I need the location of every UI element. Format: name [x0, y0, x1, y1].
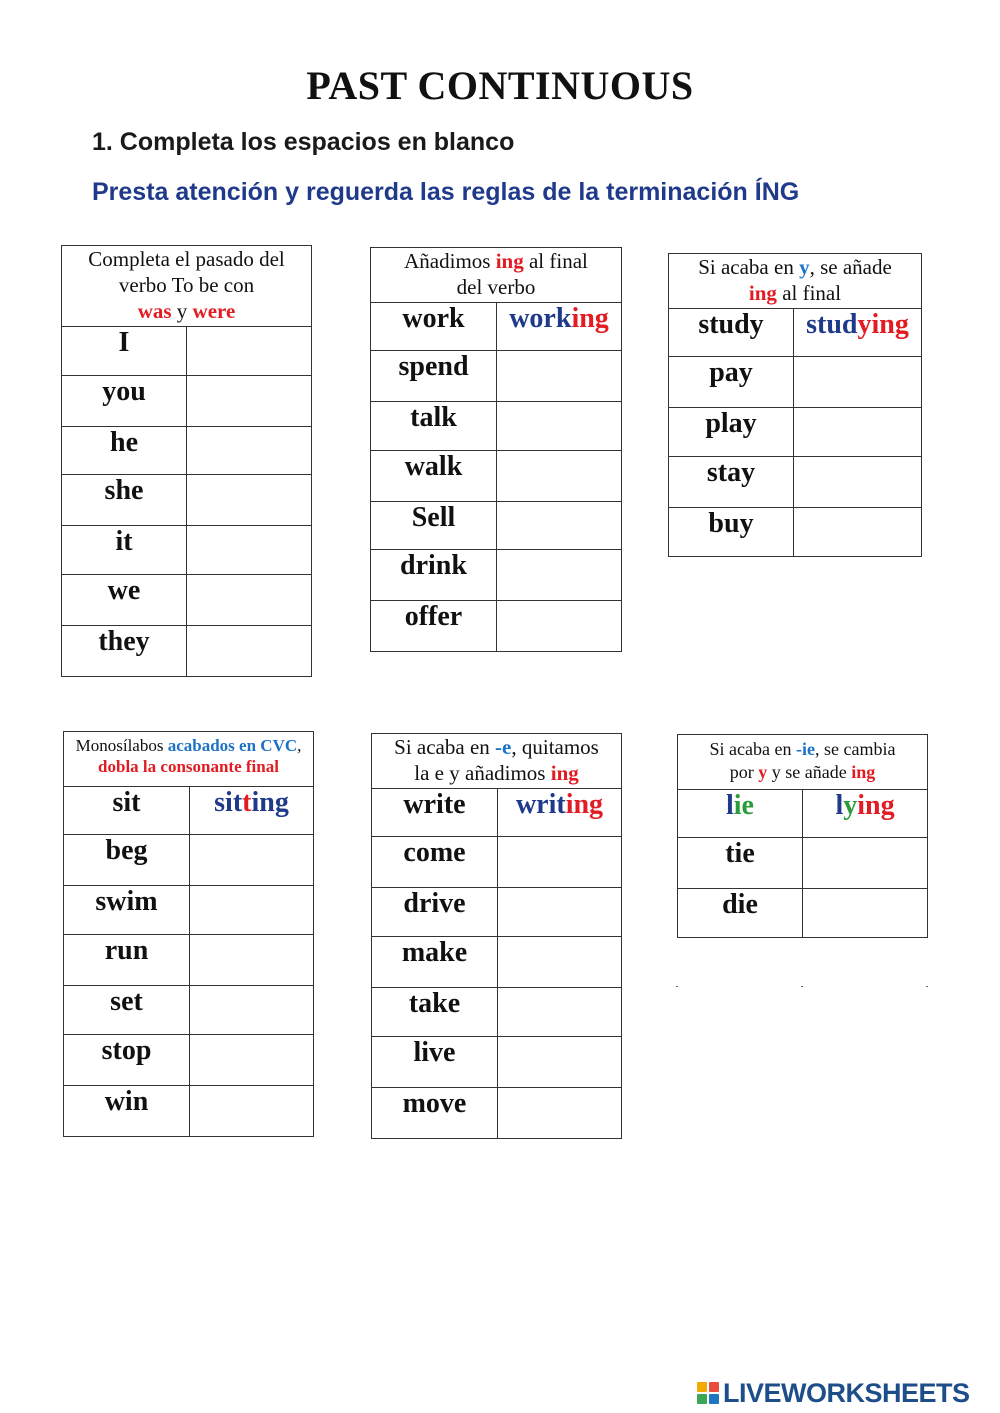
table-e — [371, 733, 622, 1139]
header-ing: ing — [851, 762, 876, 782]
answer-blank[interactable] — [498, 888, 622, 937]
table-y — [668, 253, 922, 557]
verb-cell: win — [64, 1086, 190, 1137]
verb-cell: we — [62, 575, 187, 626]
verb-cell: beg — [64, 835, 190, 886]
example-y: y — [843, 790, 858, 821]
verb-cell: walk — [371, 451, 497, 502]
verb-cell: die — [678, 889, 803, 938]
answer-blank[interactable] — [187, 475, 312, 526]
example-stem: work — [509, 303, 572, 334]
answer-blank[interactable] — [803, 889, 928, 938]
example-verb: sit — [64, 787, 190, 835]
header-text: del verbo — [456, 275, 536, 299]
example-stem: sit — [214, 787, 243, 818]
verb-cell: buy — [669, 508, 794, 557]
logo-square — [697, 1382, 707, 1392]
table-ie-header — [678, 735, 928, 790]
verb-cell: Sell — [371, 502, 497, 550]
verb-cell: offer — [371, 601, 497, 652]
example-ending: ing — [251, 787, 289, 818]
header-text: Si acaba en — [709, 739, 792, 759]
header-text: Monosílabos — [75, 736, 164, 755]
header-text: Añadimos — [404, 249, 491, 273]
header-cvc: acabados en CVC — [167, 736, 298, 755]
header-text: Si acaba en — [698, 255, 794, 279]
table-cvc — [63, 731, 314, 1137]
header-text: al final — [528, 249, 588, 273]
verb-cell: you — [62, 376, 187, 427]
header-text: al final — [782, 281, 842, 305]
answer-blank[interactable] — [190, 886, 314, 935]
answer-blank[interactable] — [187, 626, 312, 677]
table-to-be — [61, 245, 312, 677]
answer-blank[interactable] — [498, 1037, 622, 1088]
verb-cell: make — [372, 937, 498, 988]
page-title: PAST CONTINUOUS — [306, 63, 694, 108]
table-ie — [677, 734, 928, 938]
table-to-be-header — [62, 246, 312, 327]
logo-square — [709, 1394, 719, 1404]
answer-blank[interactable] — [497, 601, 622, 652]
answer-blank[interactable] — [187, 376, 312, 427]
example-ending: ing — [565, 789, 604, 820]
table-ing — [370, 247, 622, 652]
answer-blank[interactable] — [498, 1088, 622, 1139]
answer-blank[interactable] — [497, 502, 622, 550]
verb-cell: set — [64, 986, 190, 1035]
answer-blank[interactable] — [190, 986, 314, 1035]
verb-cell: tie — [678, 838, 803, 889]
table-y-header — [669, 254, 922, 309]
example-stem: l — [726, 790, 734, 821]
header-y: y — [758, 762, 768, 782]
verb-cell: I — [62, 327, 187, 376]
verb-cell: run — [64, 935, 190, 986]
header-text: y — [176, 299, 188, 323]
verb-cell: drive — [372, 888, 498, 937]
dotted-trace — [676, 986, 928, 988]
example-ie: ie — [733, 790, 754, 821]
header-text: , se añade — [809, 255, 892, 279]
logo-text: LIVEWORKSHEETS — [723, 1377, 970, 1408]
verb-cell: pay — [669, 357, 794, 408]
header-was: was — [137, 299, 172, 323]
verb-cell: live — [372, 1037, 498, 1088]
liveworksheets-logo — [697, 1378, 970, 1408]
example-verb: write — [372, 789, 498, 837]
example-verb: study — [669, 309, 794, 357]
table-ing-header — [371, 248, 622, 303]
verb-cell: he — [62, 427, 187, 475]
answer-blank[interactable] — [190, 1035, 314, 1086]
answer-blank[interactable] — [794, 408, 922, 457]
verb-cell: they — [62, 626, 187, 677]
answer-blank[interactable] — [794, 508, 922, 557]
example-double: t — [242, 787, 252, 818]
table-cvc-header — [64, 732, 314, 787]
example-ending: ying — [857, 309, 909, 340]
header-text: Si acaba en — [394, 735, 490, 759]
answer-blank[interactable] — [190, 1086, 314, 1137]
answer-blank[interactable] — [794, 457, 922, 508]
answer-blank[interactable] — [187, 526, 312, 575]
answer-blank[interactable] — [498, 837, 622, 888]
verb-cell: stay — [669, 457, 794, 508]
header-text: verbo To be con — [118, 273, 255, 297]
logo-icon — [697, 1382, 719, 1404]
example-verb: work — [371, 303, 497, 351]
verb-cell: spend — [371, 351, 497, 402]
header-text: , — [297, 736, 302, 755]
example-verb — [678, 790, 803, 838]
answer-blank[interactable] — [497, 451, 622, 502]
instruction-1: 1. Completa los espacios en blanco — [92, 128, 515, 156]
header-e: -e — [495, 735, 512, 759]
answer-blank[interactable] — [497, 351, 622, 402]
verb-cell: take — [372, 988, 498, 1037]
answer-blank[interactable] — [187, 575, 312, 626]
example-stem: writ — [515, 789, 566, 820]
header-ing: ing — [748, 281, 777, 305]
verb-cell: stop — [64, 1035, 190, 1086]
answer-blank[interactable] — [803, 838, 928, 889]
example-ending: ing — [857, 790, 895, 821]
verb-cell: drink — [371, 550, 497, 601]
verb-cell: play — [669, 408, 794, 457]
header-text: por — [729, 762, 754, 782]
example-answer — [498, 789, 622, 837]
answer-blank[interactable] — [794, 357, 922, 408]
example-stem: stud — [806, 309, 858, 340]
example-answer — [803, 790, 928, 838]
header-y: y — [799, 255, 810, 279]
answer-blank[interactable] — [498, 988, 622, 1037]
verb-cell: swim — [64, 886, 190, 935]
verb-cell: it — [62, 526, 187, 575]
header-text: , se cambia — [815, 739, 896, 759]
answer-blank[interactable] — [497, 402, 622, 451]
answer-blank[interactable] — [498, 937, 622, 988]
verb-cell: move — [372, 1088, 498, 1139]
header-text: Completa el pasado del — [88, 247, 285, 271]
answer-blank[interactable] — [187, 327, 312, 376]
verb-cell: come — [372, 837, 498, 888]
instruction-2: Presta atención y reguerda las reglas de la terminación ÍNG — [92, 178, 800, 206]
answer-blank[interactable] — [187, 427, 312, 475]
answer-blank[interactable] — [497, 550, 622, 601]
logo-square — [697, 1394, 707, 1404]
answer-blank[interactable] — [190, 935, 314, 986]
header-ie: -ie — [796, 739, 815, 759]
example-answer — [497, 303, 622, 351]
header-text: y se añade — [771, 762, 847, 782]
example-ending: ing — [571, 303, 609, 334]
header-text: la e y añadimos — [414, 761, 546, 785]
header-rule: dobla la consonante final — [98, 757, 279, 776]
header-ing: ing — [495, 249, 524, 273]
header-ing: ing — [550, 761, 579, 785]
example-answer — [794, 309, 922, 357]
answer-blank[interactable] — [190, 835, 314, 886]
logo-square — [709, 1382, 719, 1392]
table-e-header — [372, 734, 622, 789]
example-answer — [190, 787, 314, 835]
header-text: , quitamos — [511, 735, 599, 759]
verb-cell: talk — [371, 402, 497, 451]
verb-cell: she — [62, 475, 187, 526]
header-were: were — [192, 299, 236, 323]
example-stem: l — [835, 790, 844, 821]
